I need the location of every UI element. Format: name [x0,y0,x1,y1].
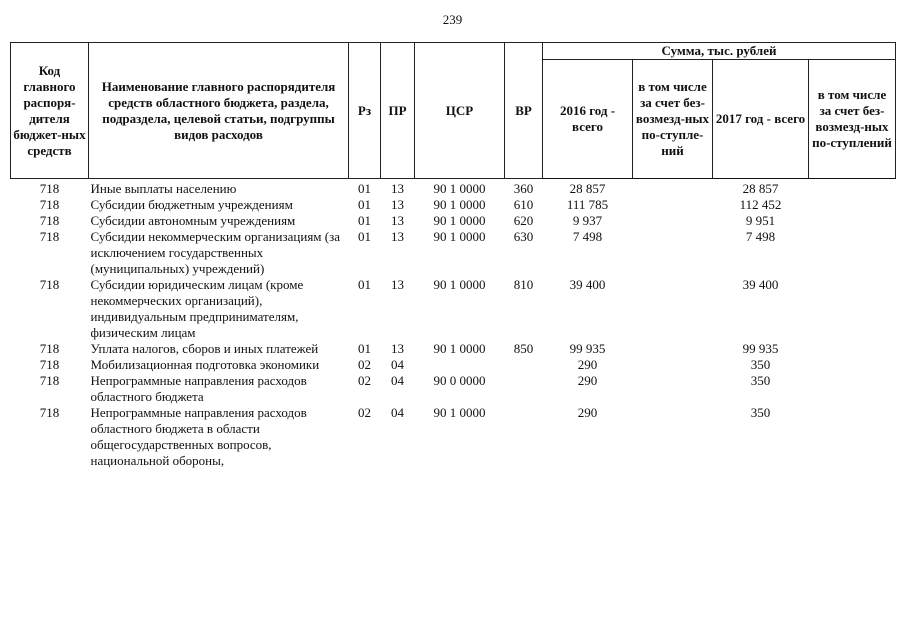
cell-sum-2017: 350 [750,373,771,388]
cell-vr: 610 [513,197,534,212]
header-rz: Рз [349,43,381,179]
cell-name: Субсидии юридическим лицам (кроме некоммерческих организаций), индивидуальным предпринимателям, физическим лицам [90,277,304,340]
cell-rz: 02 [358,357,371,372]
cell-sum-2016: 111 785 [566,197,609,212]
header-code: Код главного распоря-дителя бюджет-ных средств [11,43,89,179]
cell-csr: 90 1 0000 [433,277,486,292]
table-row [11,341,896,357]
cell-free-2016 [633,277,713,341]
cell-sum-2017: 350 [750,357,771,372]
cell-name: Субсидии автономным учреждениям [90,213,296,228]
cell-name: Непрограммные направления расходов областного бюджета [90,373,307,404]
cell-free-2017 [809,341,896,357]
table-body [11,179,896,470]
cell-code: 718 [39,229,60,244]
cell-free-2017 [809,373,896,405]
table-row [11,213,896,229]
cell-rz: 01 [358,197,371,212]
header-2017-total: 2017 год - всего [713,60,809,179]
cell-rz: 01 [358,229,371,244]
table-row [11,181,896,197]
cell-rz: 01 [358,277,371,292]
header-2016-total: 2016 год - всего [543,60,633,179]
cell-sum-2016: 28 857 [569,181,606,196]
cell-free-2016 [633,197,713,213]
cell-free-2016 [633,181,713,197]
cell-free-2016 [633,213,713,229]
cell-sum-2017: 39 400 [742,277,779,292]
cell-pr: 13 [391,197,404,212]
table-row [11,197,896,213]
cell-code: 718 [39,277,60,292]
cell-csr: 90 0 0000 [433,373,486,388]
cell-vr [505,357,543,373]
cell-free-2017 [809,357,896,373]
cell-csr: 90 1 0000 [433,341,486,356]
cell-code: 718 [39,341,60,356]
cell-code: 718 [39,213,60,228]
cell-sum-2017: 7 498 [745,229,776,244]
header-2016-free: в том числе за счет без-возмезд-ных по-ступле-ний [633,60,713,179]
cell-pr: 13 [391,277,404,292]
cell-vr: 850 [513,341,534,356]
cell-rz: 02 [358,373,371,388]
cell-pr: 13 [391,181,404,196]
header-pr: ПР [381,43,415,179]
cell-free-2016 [633,357,713,373]
cell-name: Субсидии бюджетным учреждениям [90,197,293,212]
cell-rz: 01 [358,213,371,228]
cell-vr [505,405,543,469]
table-row [11,357,896,373]
cell-pr: 13 [391,213,404,228]
cell-csr: 90 1 0000 [433,229,486,244]
cell-name: Субсидии некоммерческим организациям (за исключением государственных (муниципальных) учреждений) [90,229,341,276]
cell-sum-2016: 290 [577,373,598,388]
cell-pr: 04 [391,373,404,388]
cell-pr: 13 [391,341,404,356]
header-2017-free: в том числе за счет без-возмезд-ных по-ступлений [809,60,896,179]
header-sum: Сумма, тыс. рублей [543,43,896,60]
header-vr: ВР [505,43,543,179]
cell-csr: 90 1 0000 [433,213,486,228]
table-header [11,43,896,179]
cell-sum-2016: 290 [577,405,598,420]
cell-free-2016 [633,373,713,405]
cell-rz: 01 [358,181,371,196]
cell-code: 718 [39,181,60,196]
cell-rz: 01 [358,341,371,356]
cell-name: Иные выплаты населению [90,181,237,196]
cell-sum-2016: 7 498 [572,229,603,244]
cell-csr: 90 1 0000 [433,181,486,196]
cell-vr: 630 [513,229,534,244]
cell-name: Уплата налогов, сборов и иных платежей [90,341,319,356]
cell-sum-2016: 39 400 [569,277,606,292]
cell-pr: 04 [391,357,404,372]
cell-code: 718 [39,357,60,372]
cell-sum-2017: 99 935 [742,341,779,356]
cell-free-2017 [809,229,896,277]
page-number: 239 [442,12,463,27]
cell-csr: 90 1 0000 [433,197,486,212]
cell-name: Мобилизационная подготовка экономики [90,357,320,372]
cell-sum-2017: 350 [750,405,771,420]
cell-csr: 90 1 0000 [433,405,486,420]
cell-free-2017 [809,277,896,341]
cell-name: Непрограммные направления расходов областного бюджета в области общегосударственных вопросов, национальной обороны, [90,405,307,468]
cell-free-2016 [633,229,713,277]
cell-vr [505,373,543,405]
cell-vr: 620 [513,213,534,228]
budget-table [10,42,896,469]
cell-vr: 360 [513,181,534,196]
cell-free-2016 [633,405,713,469]
cell-code: 718 [39,373,60,388]
cell-sum-2016: 99 935 [569,341,606,356]
cell-csr [415,357,505,373]
cell-rz: 02 [358,405,371,420]
cell-free-2016 [633,341,713,357]
cell-free-2017 [809,181,896,197]
cell-sum-2017: 28 857 [742,181,779,196]
cell-pr: 04 [391,405,404,420]
table-row [11,229,896,277]
header-csr: ЦСР [415,43,505,179]
cell-free-2017 [809,213,896,229]
cell-sum-2016: 9 937 [572,213,603,228]
header-name: Наименование главного распорядителя средств областного бюджета, раздела, подраздела, целевой статьи, подгруппы видов расходов [89,43,349,179]
cell-free-2017 [809,405,896,469]
cell-code: 718 [39,405,60,420]
cell-pr: 13 [391,229,404,244]
table-row [11,373,896,405]
table-row [11,277,896,341]
cell-sum-2017: 9 951 [745,213,776,228]
cell-free-2017 [809,197,896,213]
cell-code: 718 [39,197,60,212]
cell-sum-2017: 112 452 [739,197,782,212]
cell-vr: 810 [513,277,534,292]
table-row [11,405,896,469]
cell-sum-2016: 290 [577,357,598,372]
